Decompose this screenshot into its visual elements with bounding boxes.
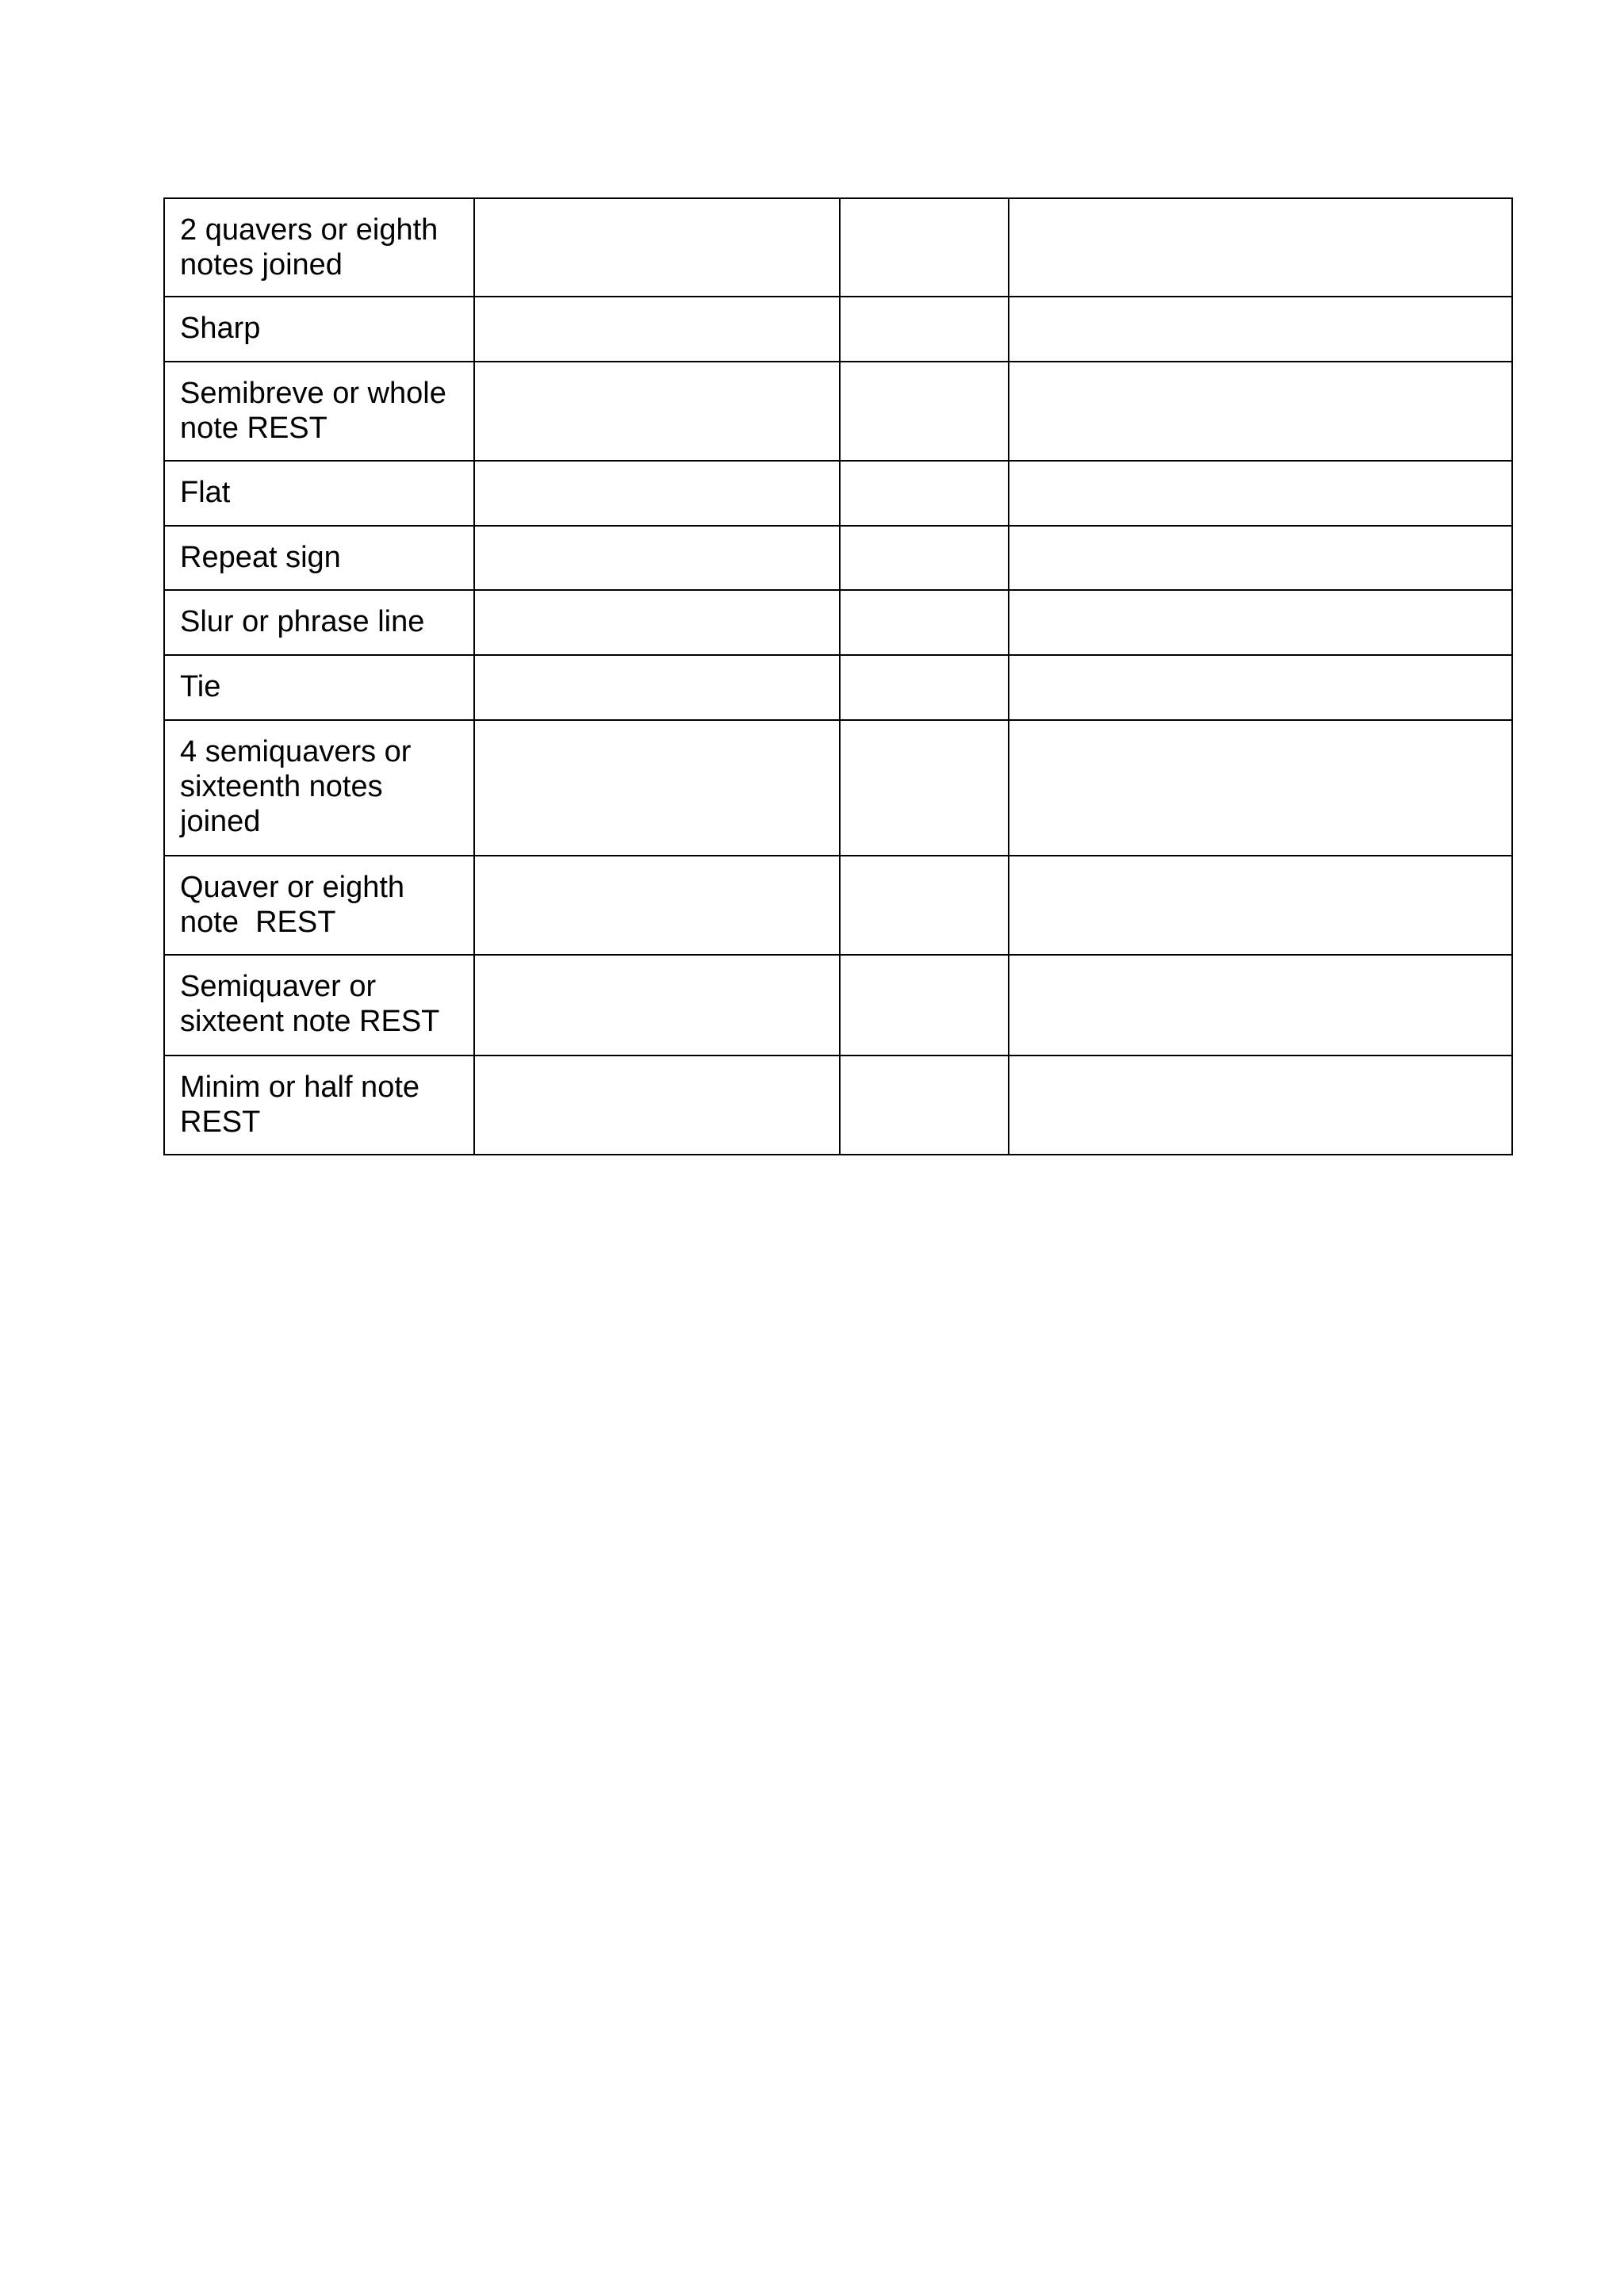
- term-label: Flat: [180, 476, 231, 509]
- symbol-cell: [474, 856, 840, 955]
- beats-cell: [840, 461, 1009, 526]
- term-label: Tie: [180, 670, 221, 703]
- beats-cell: [840, 856, 1009, 955]
- symbols-worksheet-table: [163, 197, 1513, 1155]
- beats-cell: [840, 720, 1009, 856]
- beats-cell: [840, 297, 1009, 362]
- symbol-cell: [474, 526, 840, 590]
- symbol-cell: [474, 1056, 840, 1155]
- table-row: [164, 297, 1512, 362]
- term-cell: [164, 955, 474, 1056]
- beats-cell: [840, 1056, 1009, 1155]
- table-row: [164, 362, 1512, 461]
- table-row: [164, 461, 1512, 526]
- term-label: 4 semiquavers or sixteenth notes joined: [180, 735, 412, 838]
- term-cell: [164, 655, 474, 720]
- term-label: Repeat sign: [180, 541, 341, 574]
- term-cell: [164, 461, 474, 526]
- term-cell: [164, 526, 474, 590]
- symbol-cell: [474, 461, 840, 526]
- term-cell: [164, 720, 474, 856]
- symbol-cell: [474, 655, 840, 720]
- term-cell: [164, 590, 474, 655]
- beats-cell: [840, 362, 1009, 461]
- beats-cell: [840, 198, 1009, 297]
- term-cell: [164, 1056, 474, 1155]
- table-row: [164, 720, 1512, 856]
- term-label: Semibreve or whole note REST: [180, 377, 446, 445]
- symbol-cell: [474, 955, 840, 1056]
- symbol-cell: [474, 590, 840, 655]
- beats-cell: [840, 955, 1009, 1056]
- notes-cell: [1009, 720, 1512, 856]
- table-row: [164, 590, 1512, 655]
- table-row: [164, 1056, 1512, 1155]
- notes-cell: [1009, 362, 1512, 461]
- notes-cell: [1009, 198, 1512, 297]
- beats-cell: [840, 655, 1009, 720]
- beats-cell: [840, 526, 1009, 590]
- term-cell: [164, 362, 474, 461]
- table-row: [164, 198, 1512, 297]
- term-label: Sharp: [180, 312, 261, 345]
- term-label: Semiquaver or sixteent note REST: [180, 970, 440, 1038]
- notes-cell: [1009, 1056, 1512, 1155]
- term-label: 2 quavers or eighth notes joined: [180, 213, 439, 282]
- symbol-cell: [474, 198, 840, 297]
- notes-cell: [1009, 856, 1512, 955]
- notes-cell: [1009, 461, 1512, 526]
- table-row: [164, 655, 1512, 720]
- term-label: Slur or phrase line: [180, 605, 425, 638]
- beats-cell: [840, 590, 1009, 655]
- table-row: [164, 856, 1512, 955]
- term-cell: [164, 297, 474, 362]
- term-cell: [164, 856, 474, 955]
- symbol-cell: [474, 297, 840, 362]
- term-cell: [164, 198, 474, 297]
- notes-cell: [1009, 655, 1512, 720]
- symbol-cell: [474, 362, 840, 461]
- symbol-cell: [474, 720, 840, 856]
- term-label: Minim or half note REST: [180, 1071, 420, 1139]
- term-label: Quaver or eighth note REST: [180, 871, 405, 939]
- notes-cell: [1009, 590, 1512, 655]
- table-row: [164, 955, 1512, 1056]
- notes-cell: [1009, 526, 1512, 590]
- table-row: [164, 526, 1512, 590]
- notes-cell: [1009, 297, 1512, 362]
- notes-cell: [1009, 955, 1512, 1056]
